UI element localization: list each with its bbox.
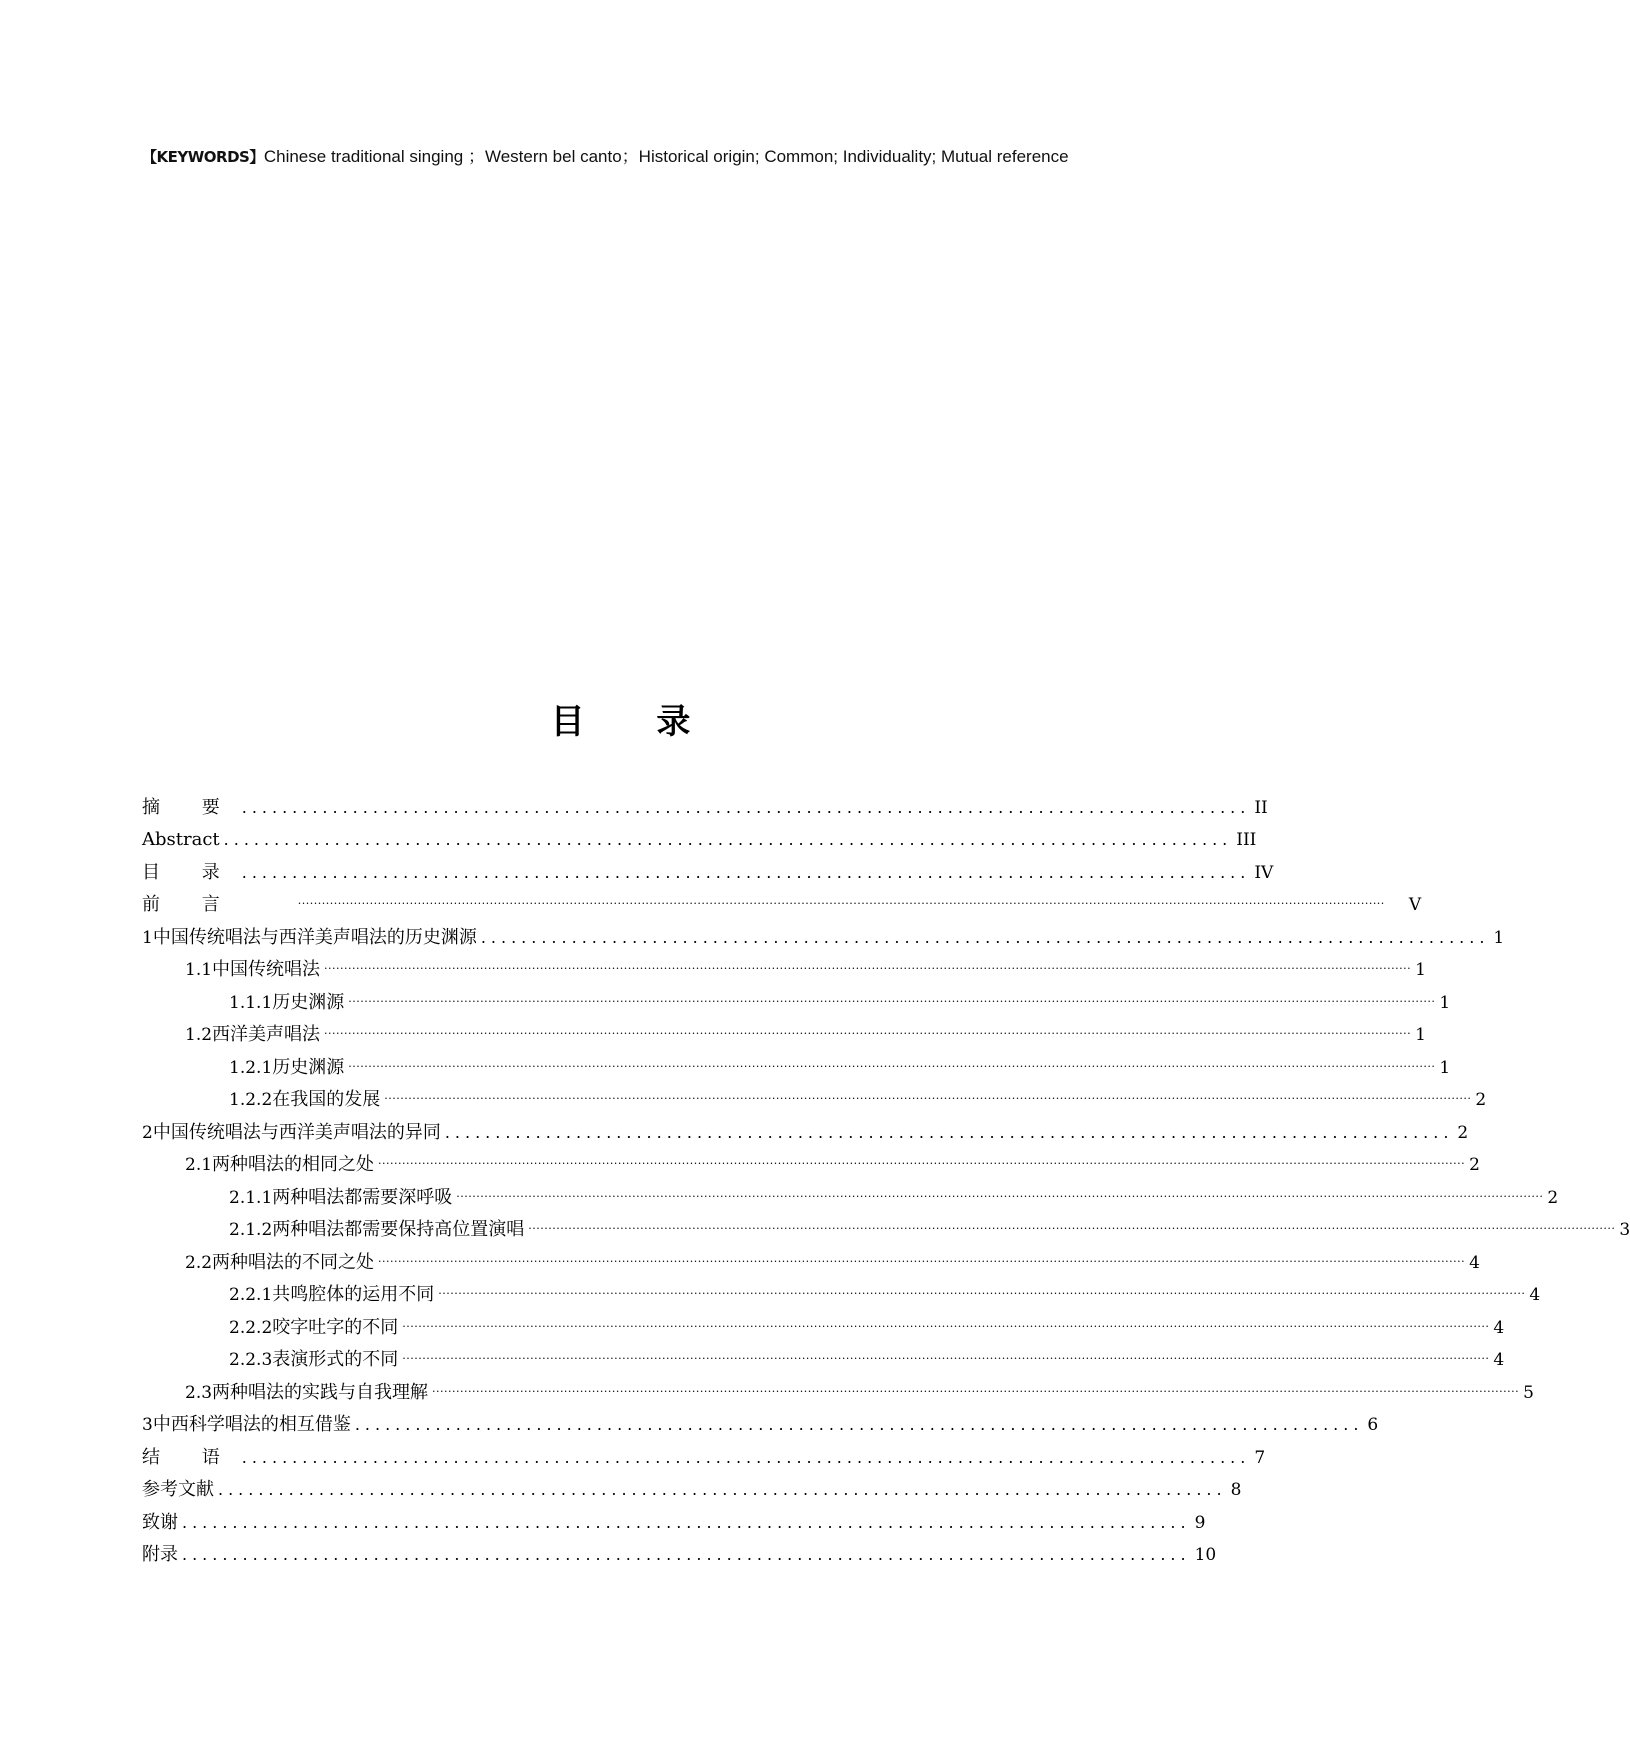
toc-entry-page: 6: [1367, 1415, 1379, 1435]
toc-leader-dots: ....................................................................................................: [241, 862, 1251, 882]
toc-leader-dots: ....................................................................................................: [218, 1480, 1227, 1499]
toc-leader-dots: ................................................................................................................................................................................................................................................................................: [456, 1186, 1544, 1200]
toc-entry-number: 1.2: [185, 1025, 213, 1045]
toc-entry-section-2-2-1[interactable]: [142, 1276, 1541, 1309]
toc-entry-label: 中西科学唱法的相互借鉴: [152, 1414, 351, 1435]
toc-entry-section-1-1-1[interactable]: [142, 983, 1451, 1016]
toc-leader-dots: ................................................................................................................................................................................................................................................................................: [402, 1316, 1490, 1330]
toc-entry-label: 共鸣腔体的运用不同: [272, 1284, 435, 1305]
toc-entry-section-2-2-3[interactable]: [142, 1341, 1505, 1374]
toc-entry-label: 中国传统唱法与西洋美声唱法的历史渊源: [152, 926, 477, 948]
toc-entry-chapter-1[interactable]: [142, 918, 1505, 951]
toc-entry-number: 2.1.1: [229, 1187, 273, 1208]
toc-entry-label: 中国传统唱法与西洋美声唱法的异同: [152, 1121, 441, 1143]
toc-entry-page: 7: [1254, 1447, 1266, 1468]
toc-leader-dots: ................................................................................................................................................................................................................................................................................: [528, 1219, 1616, 1232]
toc-leader-dots: ....................................................................................................: [241, 1447, 1251, 1467]
toc-entry-chapter-2[interactable]: [142, 1113, 1469, 1146]
toc-entry-label: 前 言: [142, 894, 238, 915]
toc-entry-page: 2: [1457, 1122, 1469, 1143]
toc-entry-number: 3: [142, 1415, 153, 1435]
toc-entry-section-1-2[interactable]: [142, 1016, 1426, 1049]
toc-entry-section-2-1-1[interactable]: [142, 1178, 1559, 1211]
toc-entry-page: 1: [1493, 927, 1505, 948]
toc-leader-dots: ....................................................................................................: [182, 1512, 1191, 1532]
toc-entry-label: 摘 要: [142, 796, 238, 818]
toc-entry-label: 两种唱法的不同之处: [212, 1251, 375, 1273]
toc-entry-page: 2: [1547, 1187, 1559, 1208]
toc-entry-page: 1: [1439, 992, 1451, 1013]
toc-entry-section-2-2[interactable]: [142, 1243, 1480, 1276]
toc-leader-dots: ....................................................................................................: [241, 797, 1251, 817]
toc-leader-dots: ....................................................................................................: [354, 1415, 1364, 1434]
toc-entry-label: 两种唱法的实践与自我理解: [212, 1381, 429, 1403]
toc-entry-number: 2.1: [185, 1155, 213, 1175]
toc-entry-number: 1.1.1: [229, 992, 273, 1013]
toc-entry-page: 10: [1194, 1545, 1217, 1565]
toc-entry-page: V: [1408, 895, 1422, 915]
toc-entry-page: 4: [1493, 1350, 1505, 1370]
toc-entry-number: 2: [142, 1122, 153, 1143]
toc-entry-appendix[interactable]: [142, 1536, 1217, 1569]
toc-entry-section-1-2-1[interactable]: [142, 1048, 1451, 1081]
toc-leader-dots: ................................................................................................................................................................................................................................................................................: [348, 991, 1436, 1005]
keywords-label: 【KEYWORDS】: [142, 148, 264, 166]
toc-entry-conclusion[interactable]: [142, 1438, 1266, 1471]
toc-entry-label: 西洋美声唱法: [212, 1024, 321, 1045]
toc-entry-label: 附录: [142, 1544, 178, 1565]
toc-entry-number: 2.2.3: [229, 1350, 273, 1370]
toc-entry-page: 5: [1523, 1382, 1534, 1403]
toc-entry-page: 4: [1493, 1317, 1505, 1338]
toc-entry-label: 历史渊源: [272, 991, 345, 1013]
toc-leader-dots: ....................................................................................................: [444, 1122, 1454, 1142]
toc-entry-section-2-2-2[interactable]: [142, 1308, 1505, 1341]
keywords-text: Chinese traditional singing ；Western bel canto；Historical origin; Common; Individuality; Mutual reference: [263, 147, 1069, 166]
toc-entry-section-1-1[interactable]: [142, 951, 1426, 984]
table-of-contents: [142, 788, 1630, 1568]
toc-entry-label: 咬字吐字的不同: [272, 1316, 399, 1338]
toc-entry-number: 1: [142, 927, 153, 948]
toc-entry-number: 1.1: [185, 960, 213, 980]
toc-entry-contents[interactable]: [142, 853, 1274, 886]
keywords-paragraph: [142, 134, 1082, 180]
toc-entry-label: Abstract: [142, 829, 220, 850]
toc-entry-label: 表演形式的不同: [272, 1349, 399, 1370]
toc-leader-dots: ................................................................................................................................................................................................................................................................................: [378, 1251, 1466, 1265]
toc-leader-dots: ................................................................................................................................................................................................................................................................................: [432, 1381, 1520, 1395]
toc-entry-label: 参考文献: [142, 1479, 214, 1500]
toc-leader-dots: ................................................................................................................................................................................................................................................................................: [297, 894, 1385, 907]
toc-entry-page: II: [1254, 797, 1268, 818]
toc-entry-label: 中国传统唱法: [212, 959, 321, 980]
toc-entry-page: 1: [1415, 1025, 1426, 1045]
toc-entry-label: 两种唱法都需要深呼吸: [272, 1186, 453, 1208]
toc-entry-page: 8: [1230, 1480, 1242, 1500]
toc-leader-dots: ....................................................................................................: [480, 927, 1490, 947]
toc-entry-number: 2.2: [185, 1252, 213, 1273]
toc-entry-acknowledgements[interactable]: [142, 1503, 1206, 1536]
toc-entry-label: 致谢: [142, 1511, 178, 1533]
toc-entry-page: 1: [1415, 960, 1426, 980]
toc-leader-dots: ................................................................................................................................................................................................................................................................................: [324, 959, 1412, 972]
toc-entry-preface[interactable]: [142, 886, 1422, 919]
toc-leader-dots: ................................................................................................................................................................................................................................................................................: [384, 1089, 1472, 1102]
toc-entry-page: 2: [1475, 1090, 1487, 1110]
toc-entry-number: 1.2.1: [229, 1057, 273, 1078]
toc-entry-page: IV: [1254, 862, 1274, 883]
toc-entry-label: 两种唱法都需要保持高位置演唱: [272, 1219, 525, 1240]
toc-entry-page: 2: [1469, 1155, 1480, 1175]
toc-entry-label: 结 语: [142, 1446, 238, 1468]
toc-leader-dots: ....................................................................................................: [182, 1545, 1191, 1564]
toc-entry-page: 9: [1194, 1512, 1206, 1533]
toc-entry-chapter-3[interactable]: [142, 1406, 1379, 1439]
toc-entry-page: 1: [1439, 1057, 1451, 1078]
toc-entry-abstract-cn[interactable]: [142, 788, 1268, 821]
toc-entry-label: 历史渊源: [272, 1056, 345, 1078]
toc-entry-number: 2.1.2: [229, 1220, 273, 1240]
toc-entry-section-2-1-2[interactable]: [142, 1211, 1630, 1244]
toc-entry-number: 1.2.2: [229, 1090, 273, 1110]
toc-entry-number: 2.3: [185, 1382, 213, 1403]
toc-leader-dots: ................................................................................................................................................................................................................................................................................: [402, 1349, 1490, 1362]
toc-leader-dots: ................................................................................................................................................................................................................................................................................: [348, 1056, 1436, 1070]
toc-leader-dots: ................................................................................................................................................................................................................................................................................: [324, 1024, 1412, 1037]
toc-title: 目 录: [550, 702, 721, 742]
toc-entry-section-1-2-2[interactable]: [142, 1081, 1487, 1114]
toc-entry-references[interactable]: [142, 1471, 1242, 1504]
toc-entry-label: 在我国的发展: [272, 1089, 381, 1110]
toc-entry-page: 4: [1469, 1252, 1480, 1273]
toc-leader-dots: ................................................................................................................................................................................................................................................................................: [378, 1154, 1466, 1167]
toc-entry-number: 2.2.2: [229, 1317, 273, 1338]
toc-entry-page: 3: [1619, 1220, 1630, 1240]
toc-entry-label: 目 录: [142, 861, 238, 883]
toc-entry-section-2-3[interactable]: [142, 1373, 1534, 1406]
toc-entry-section-2-1[interactable]: [142, 1146, 1480, 1179]
toc-entry-page: III: [1236, 830, 1257, 850]
toc-entry-abstract-en[interactable]: [142, 821, 1257, 854]
toc-leader-dots: ................................................................................................................................................................................................................................................................................: [438, 1284, 1526, 1297]
toc-entry-page: 4: [1529, 1285, 1541, 1305]
toc-entry-label: 两种唱法的相同之处: [212, 1154, 375, 1175]
toc-leader-dots: ....................................................................................................: [223, 830, 1233, 849]
toc-entry-number: 2.2.1: [229, 1285, 273, 1305]
